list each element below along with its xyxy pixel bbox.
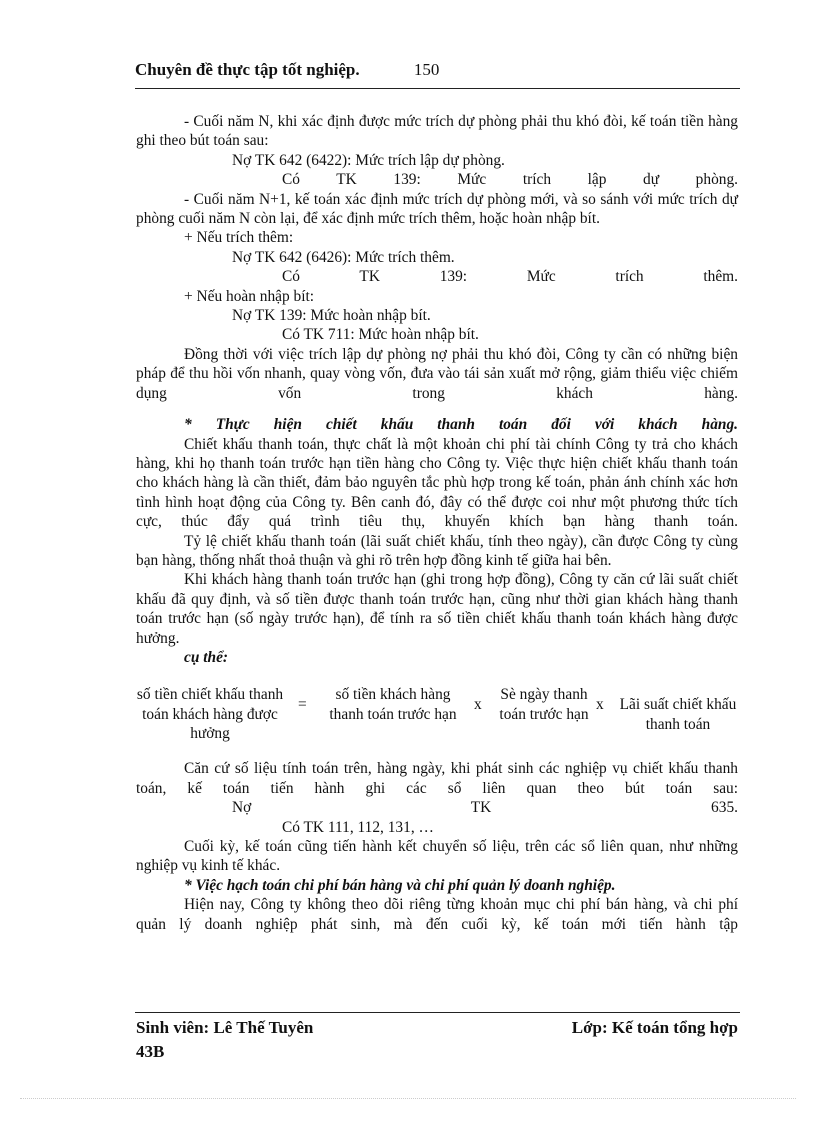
journal-entry-debit: Nợ TK 642 (6422): Mức trích lập dự phòng. [232,151,505,169]
formula-term-days-early: Sè ngày thanh toán trước hạn [499,686,589,723]
paragraph: Đồng thời với việc trích lập dự phòng nợ phải thu khó đòi, Công ty cần có những biện pháp để thu hồi vốn nhanh, quay vòng vốn, đưa vào tái sản xuất mở rộng, giảm thiểu việc chiếm dụng vốn trong khách hàng. [136,345,738,402]
bottom-dotted-rule [20,1098,796,1099]
student-name: Sinh viên: Lê Thế Tuyên [136,1018,314,1037]
page-footer [136,1016,738,1064]
list-item: + Nếu hoàn nhập bít: [184,287,315,305]
section-heading: * Việc hạch toán chi phí bán hàng và chi phí quản lý doanh nghiệp. [184,876,616,894]
multiply-sign: x [596,696,604,714]
journal-entry-debit: Nợ TK 139: Mức hoàn nhập bít. [232,307,431,325]
journal-entry-credit: Có TK 711: Mức hoàn nhập bít. [282,326,479,344]
formula-term-discount-amount: số tiền chiết khấu thanh toán khách hàng được hưởng [136,686,284,743]
paragraph: - Cuối năm N+1, kế toán xác định mức trích dự phòng mới, và so sánh với mức trích dự phòng cuối năm N còn lại, để xác định mức trích thêm, hoặc hoàn nhập bít. [136,190,738,228]
class-name: Lớp: Kế toán tổng hợp [571,1018,738,1037]
discount-formula [136,675,738,759]
paragraph: Hiện nay, Công ty không theo dõi riêng từng khoản mục chi phí bán hàng, và chi phí quản lý doanh nghiệp phát sinh, mà đến cuối kỳ, kế toán mới tiến hành tập [136,896,738,933]
paragraph: Tỷ lệ chiết khấu thanh toán (lãi suất chiết khấu, tính theo ngày), cần được Công ty cùng bạn hàng, thống nhất thoả thuận và ghi rõ trên hợp đồng kinh tế giữa hai bên. [136,532,738,569]
equals-sign: = [298,696,307,714]
header-title: Chuyên đề thực tập tốt nghiệp. [135,60,360,79]
formula-term-prepaid-amount: số tiền khách hàng thanh toán trước hạn [329,686,457,723]
journal-entry-credit: Có TK 139: Mức trích lập dự phòng. [282,171,738,189]
journal-entry-credit: Có TK 111, 112, 131, … [282,818,434,836]
journal-entry-debit: Nợ TK 642 (6426): Mức trích thêm. [232,248,455,266]
page-number: 150 [413,60,440,79]
formula-term-discount-rate: Lãi suất chiết khấu thanh toán [619,696,737,733]
paragraph: Chiết khấu thanh toán, thực chất là một khoản chi phí tài chính Công ty trả cho khách hàng, khi họ thanh toán trước hạn tiền hàng cho Công ty. Việc thực hiện chiết khấu thanh toán cho khách hàng là cần thiết, đảm bảo nguyên tắc phù hợp trong kế toán, phản ánh chính xác hơn tình hình hoạt động của Công ty. Bên canh đó, đây có thể được coi như một phương thức tích cực, thúc đẩy quá trình tiêu thụ, khuyến khích bạn hàng thanh toán. [136,435,738,531]
journal-entry-credit: Có TK 139: Mức trích thêm. [282,268,738,286]
header-rule [135,88,740,89]
list-item: + Nếu trích thêm: [184,229,294,247]
paragraph: Căn cứ số liệu tính toán trên, hàng ngày, khi phát sinh các nghiệp vụ chiết khấu thanh toán, kế toán tiến hành ghi các sổ liên quan theo bút toán sau: [136,760,738,797]
paragraph: - Cuối năm N, khi xác định được mức trích dự phòng phải thu khó đòi, kế toán tiền hàng ghi theo bút toán sau: [136,113,738,150]
page-header [135,60,740,80]
multiply-sign: x [474,696,482,714]
paragraph: Cuối kỳ, kế toán cũng tiến hành kết chuyển số liệu, trên các sổ liên quan, như những nghiệp vụ kinh tế khác. [136,838,738,875]
paragraph: Khi khách hàng thanh toán trước hạn (ghi trong hợp đồng), Công ty căn cứ lãi suất chiết khấu đã quy định, và số tiền được thanh toán trước hạn, cũng như thời gian khách hàng thanh toán trước hạn (số ngày trước hạn), để tính ra số tiền chiết khấu thanh toán khách hàng được hưởng. [136,571,738,647]
footer-rule [135,1012,740,1013]
subheading: cụ thể: [184,648,229,666]
class-code: 43B [136,1042,165,1061]
section-heading: * Thực hiện chiết khấu thanh toán đối với khách hàng. [184,416,738,434]
page-body [136,112,738,934]
journal-entry-debit: Nợ TK 635. [232,799,738,817]
